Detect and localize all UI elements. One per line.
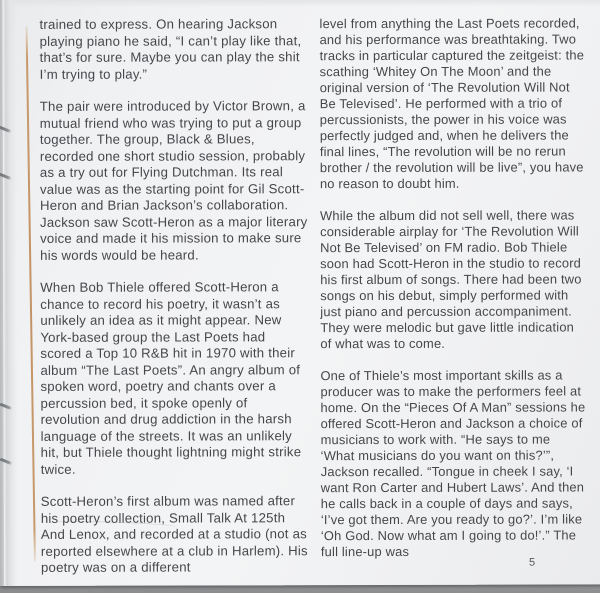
paragraph: Scott-Heron’s first album was named after his poetry collection, Small Talk At 125th And Lenox, and recorded at a studio (not as reported elsewhere at a club in Harlem). His poetry was on a different: [40, 493, 308, 575]
paragraph: level from anything the Last Poets recorded, and his performance was breathtaking. Two tracks in particular captured the zeitgeist: the scathing ‘Whitey On The Moon’ and the original version of ‘The Revolution Will Not Be Televised’. He performed with a trio of percussionists, the power in his voice was perfectly judged and, when he delivers the final lines, “The revolution will be no rerun brother / the revolution will be live”, you have no reason to doubt him.: [319, 15, 585, 192]
paragraph: While the album did not sell well, there was considerable airplay for ‘The Revolution Will Not Be Televised’ on FM radio. Bob Thiele soon had Scott-Heron in the studio to record his first album of songs. There had been two songs on his debut, simply performed with just piano and percussion accompaniment. They were melodic but gave little indication of what was to come.: [320, 207, 582, 352]
paragraph: One of Thiele’s most important skills as a producer was to make the performers feel at home. On the “Pieces Of A Man” sessions he offered Scott-Heron and Jackson a choice of musicians to work with. “He says to me ‘What musicians do you want on this?’”, Jackson recalled. “Tongue in cheek I say, ‘I want Ron Carter and Hubert Laws’. And then he calls back in a couple of days and says, ‘I’ve got them. Are you ready to go?’. I’m like ‘Oh God. Now what am I going to do!’.” The full line-up was: [320, 367, 586, 560]
paragraph: The pair were introduced by Victor Brown, a mutual friend who was trying to put a group together. The group, Black & Blues, recorded one short studio session, probably as a try out for Flying Dutchman. Its real value was as the starting point for Gil Scott-Heron and Brian Jackson’s collaboration. Jackson saw Scott-Heron as a major literary voice and made it his mission to make sure his words would be heard.: [39, 98, 308, 263]
paragraph: When Bob Thiele offered Scott-Heron a chance to record his poetry, it wasn’t as unlikely an idea as it might appear. New York-based group the Last Poets had scored a Top 10 R&B hit in 1970 with their album “The Last Poets”. An angry album of spoken word, poetry and chants over a percussion bed, it spoke openly of revolution and drug addiction in the harsh language of the streets. It was an unlikely hit, but Thiele thought lightning might strike twice.: [40, 279, 302, 477]
binding-crease-line: [26, 26, 36, 562]
page-top-edge: [0, 0, 600, 8]
paragraph: trained to express. On hearing Jackson playing piano he said, “I can’t play like that, that’s for sure. Maybe you can play the shit I’m trying to play.”: [39, 16, 302, 82]
text-column-right: [320, 15, 587, 576]
page-number: 5: [528, 556, 536, 569]
text-column-left: [40, 16, 311, 592]
